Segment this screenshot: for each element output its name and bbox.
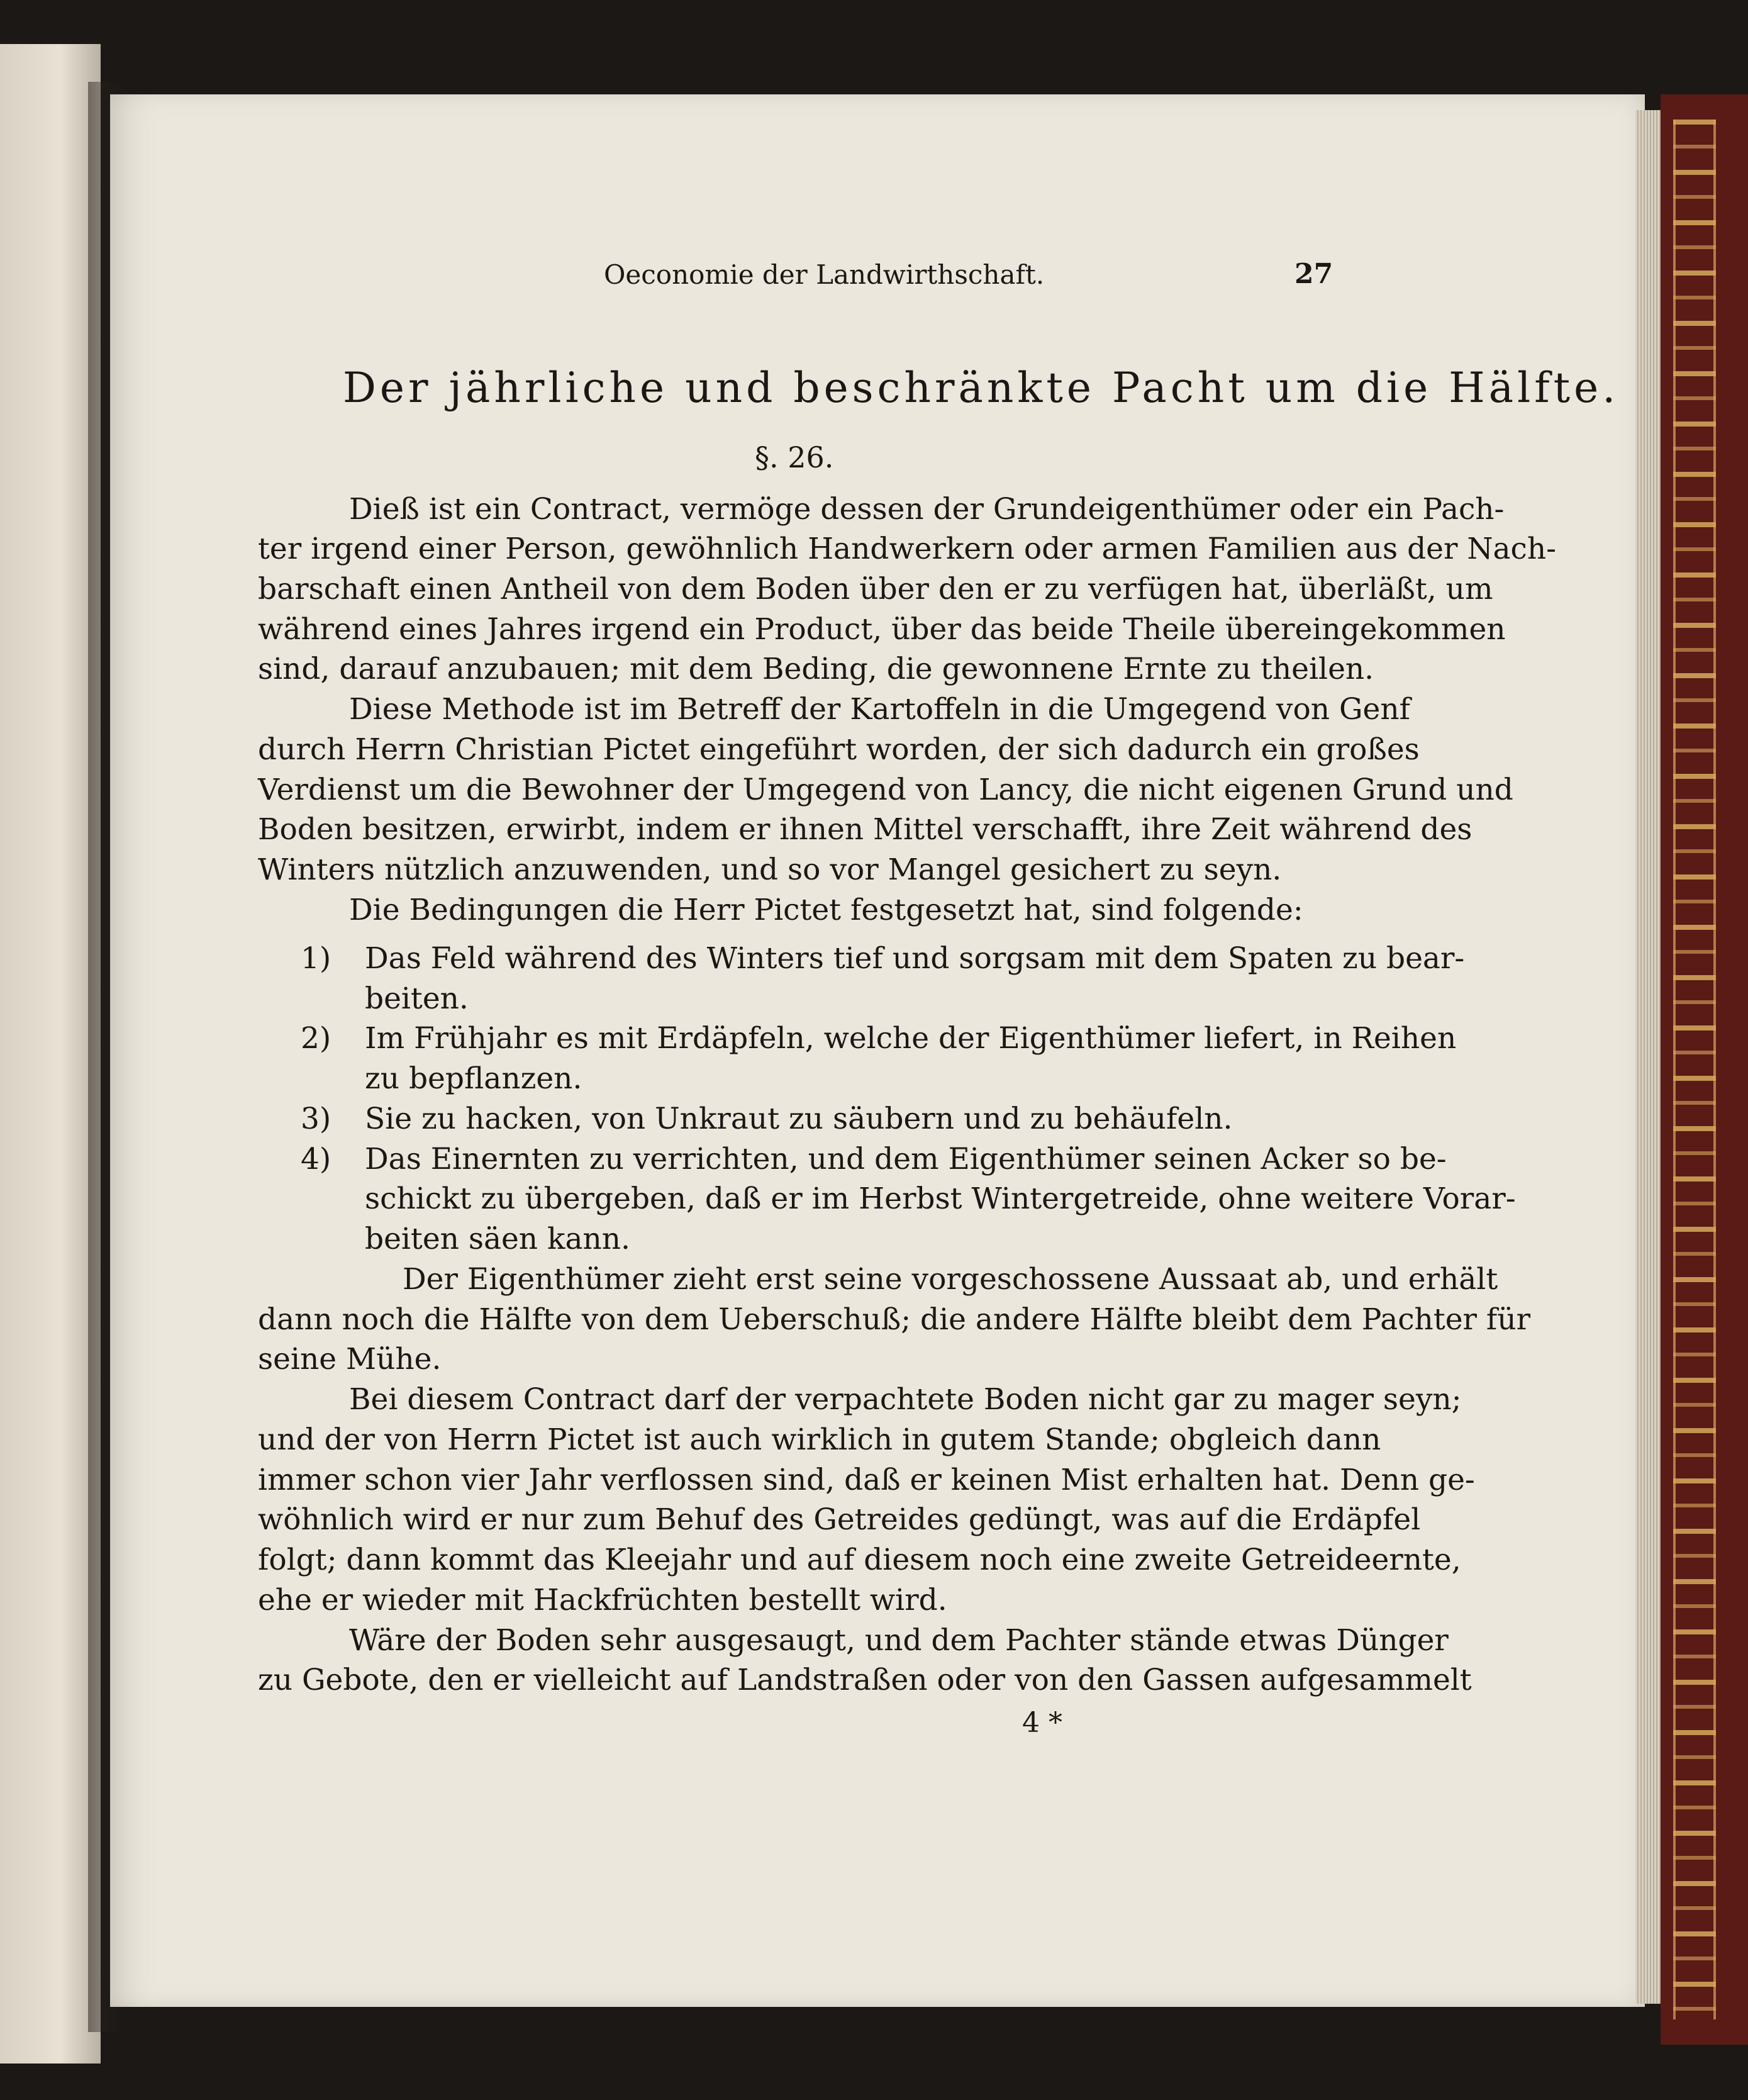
paragraph-4-line: Bei diesem Contract darf der verpachtete Boden nicht gar zu mager seyn; [349, 1382, 1462, 1417]
paragraph-1-line: ter irgend einer Person, gewöhnlich Handwerkern oder armen Familien aus der Nach- [258, 532, 1557, 566]
condition-line: Im Frühjahr es mit Erdäpfeln, welche der Eigenthümer liefert, in Reihen [365, 1021, 1457, 1056]
page-fore-edge [1635, 110, 1664, 2004]
gilt-border-ornament [1673, 120, 1716, 2019]
condition-number: 3) [301, 1102, 331, 1136]
conditions-intro: Die Bedingungen die Herr Pictet festgesetzt hat, sind folgende: [349, 893, 1303, 927]
paragraph-1-line: sind, darauf anzubauen; mit dem Beding, die gewonnene Ernte zu theilen. [258, 652, 1374, 686]
paragraph-2-line: Boden besitzen, erwirbt, indem er ihnen Mittel verschafft, ihre Zeit während des [258, 812, 1472, 847]
condition-number: 1) [301, 941, 331, 976]
paragraph-2-line: Diese Methode ist im Betreff der Kartoffeln in die Umgegend von Genf [349, 692, 1411, 727]
paragraph-4-line: wöhnlich wird er nur zum Behuf des Getreides gedüngt, was auf die Erdäpfel [258, 1502, 1421, 1537]
condition-line: zu bepflanzen. [365, 1061, 582, 1096]
paragraph-4-line: ehe er wieder mit Hackfrüchten bestellt wird. [258, 1583, 947, 1617]
condition-line: beiten säen kann. [365, 1222, 630, 1256]
condition-line: Sie zu hacken, von Unkraut zu säubern und zu behäufeln. [365, 1102, 1233, 1136]
page-title: Der jährliche und beschränkte Pacht um die Hälfte. [343, 364, 1620, 412]
paragraph-2-line: Winters nützlich anzuwenden, und so vor Mangel gesichert zu seyn. [258, 852, 1282, 887]
left-page-edge [0, 44, 101, 2064]
condition-number: 4) [301, 1142, 331, 1176]
condition-line: schickt zu übergeben, daß er im Herbst Wintergetreide, ohne weitere Vorar- [365, 1181, 1516, 1216]
condition-number: 2) [301, 1021, 331, 1056]
paragraph-3-line: seine Mühe. [258, 1342, 442, 1377]
paragraph-4-line: immer schon vier Jahr verflossen sind, daß er keinen Mist erhalten hat. Denn ge- [258, 1463, 1475, 1497]
paragraph-5-line: Wäre der Boden sehr ausgesaugt, und dem Pachter stände etwas Dünger [349, 1623, 1449, 1658]
running-head: Oeconomie der Landwirthschaft. [604, 259, 1045, 290]
page-number: 27 [1294, 258, 1333, 290]
paragraph-1-line: Dieß ist ein Contract, vermöge dessen der Grundeigenthümer oder ein Pach- [349, 492, 1505, 527]
paragraph-5-line: zu Gebote, den er vielleicht auf Landstraßen oder von den Gassen aufgesammelt [258, 1663, 1472, 1697]
paragraph-2-line: Verdienst um die Bewohner der Umgegend von Lancy, die nicht eigenen Grund und [258, 773, 1513, 807]
condition-line: beiten. [365, 981, 469, 1016]
paragraph-4-line: und der von Herrn Pictet ist auch wirklich in gutem Stande; obgleich dann [258, 1422, 1381, 1457]
paragraph-4-line: folgt; dann kommt das Kleejahr und auf diesem noch eine zweite Getreideernte, [258, 1543, 1461, 1577]
condition-line: Das Einernten zu verrichten, und dem Eigenthümer seinen Acker so be- [365, 1142, 1447, 1176]
signature-mark: 4 * [1022, 1707, 1062, 1739]
paragraph-2-line: durch Herrn Christian Pictet eingeführt worden, der sich dadurch ein großes [258, 732, 1420, 767]
paragraph-3-line: Der Eigenthümer zieht erst seine vorgeschossene Aussaat ab, und erhält [403, 1262, 1498, 1297]
paragraph-3-line: dann noch die Hälfte von dem Ueberschuß; die andere Hälfte bleibt dem Pachter für [258, 1302, 1531, 1337]
paragraph-1-line: barschaft einen Antheil von dem Boden über den er zu verfügen hat, überläßt, um [258, 572, 1493, 606]
condition-line: Das Feld während des Winters tief und sorgsam mit dem Spaten zu bear- [365, 941, 1465, 976]
section-number: §. 26. [755, 440, 834, 474]
paragraph-1-line: während eines Jahres irgend ein Product, über das beide Theile übereingekommen [258, 612, 1506, 647]
